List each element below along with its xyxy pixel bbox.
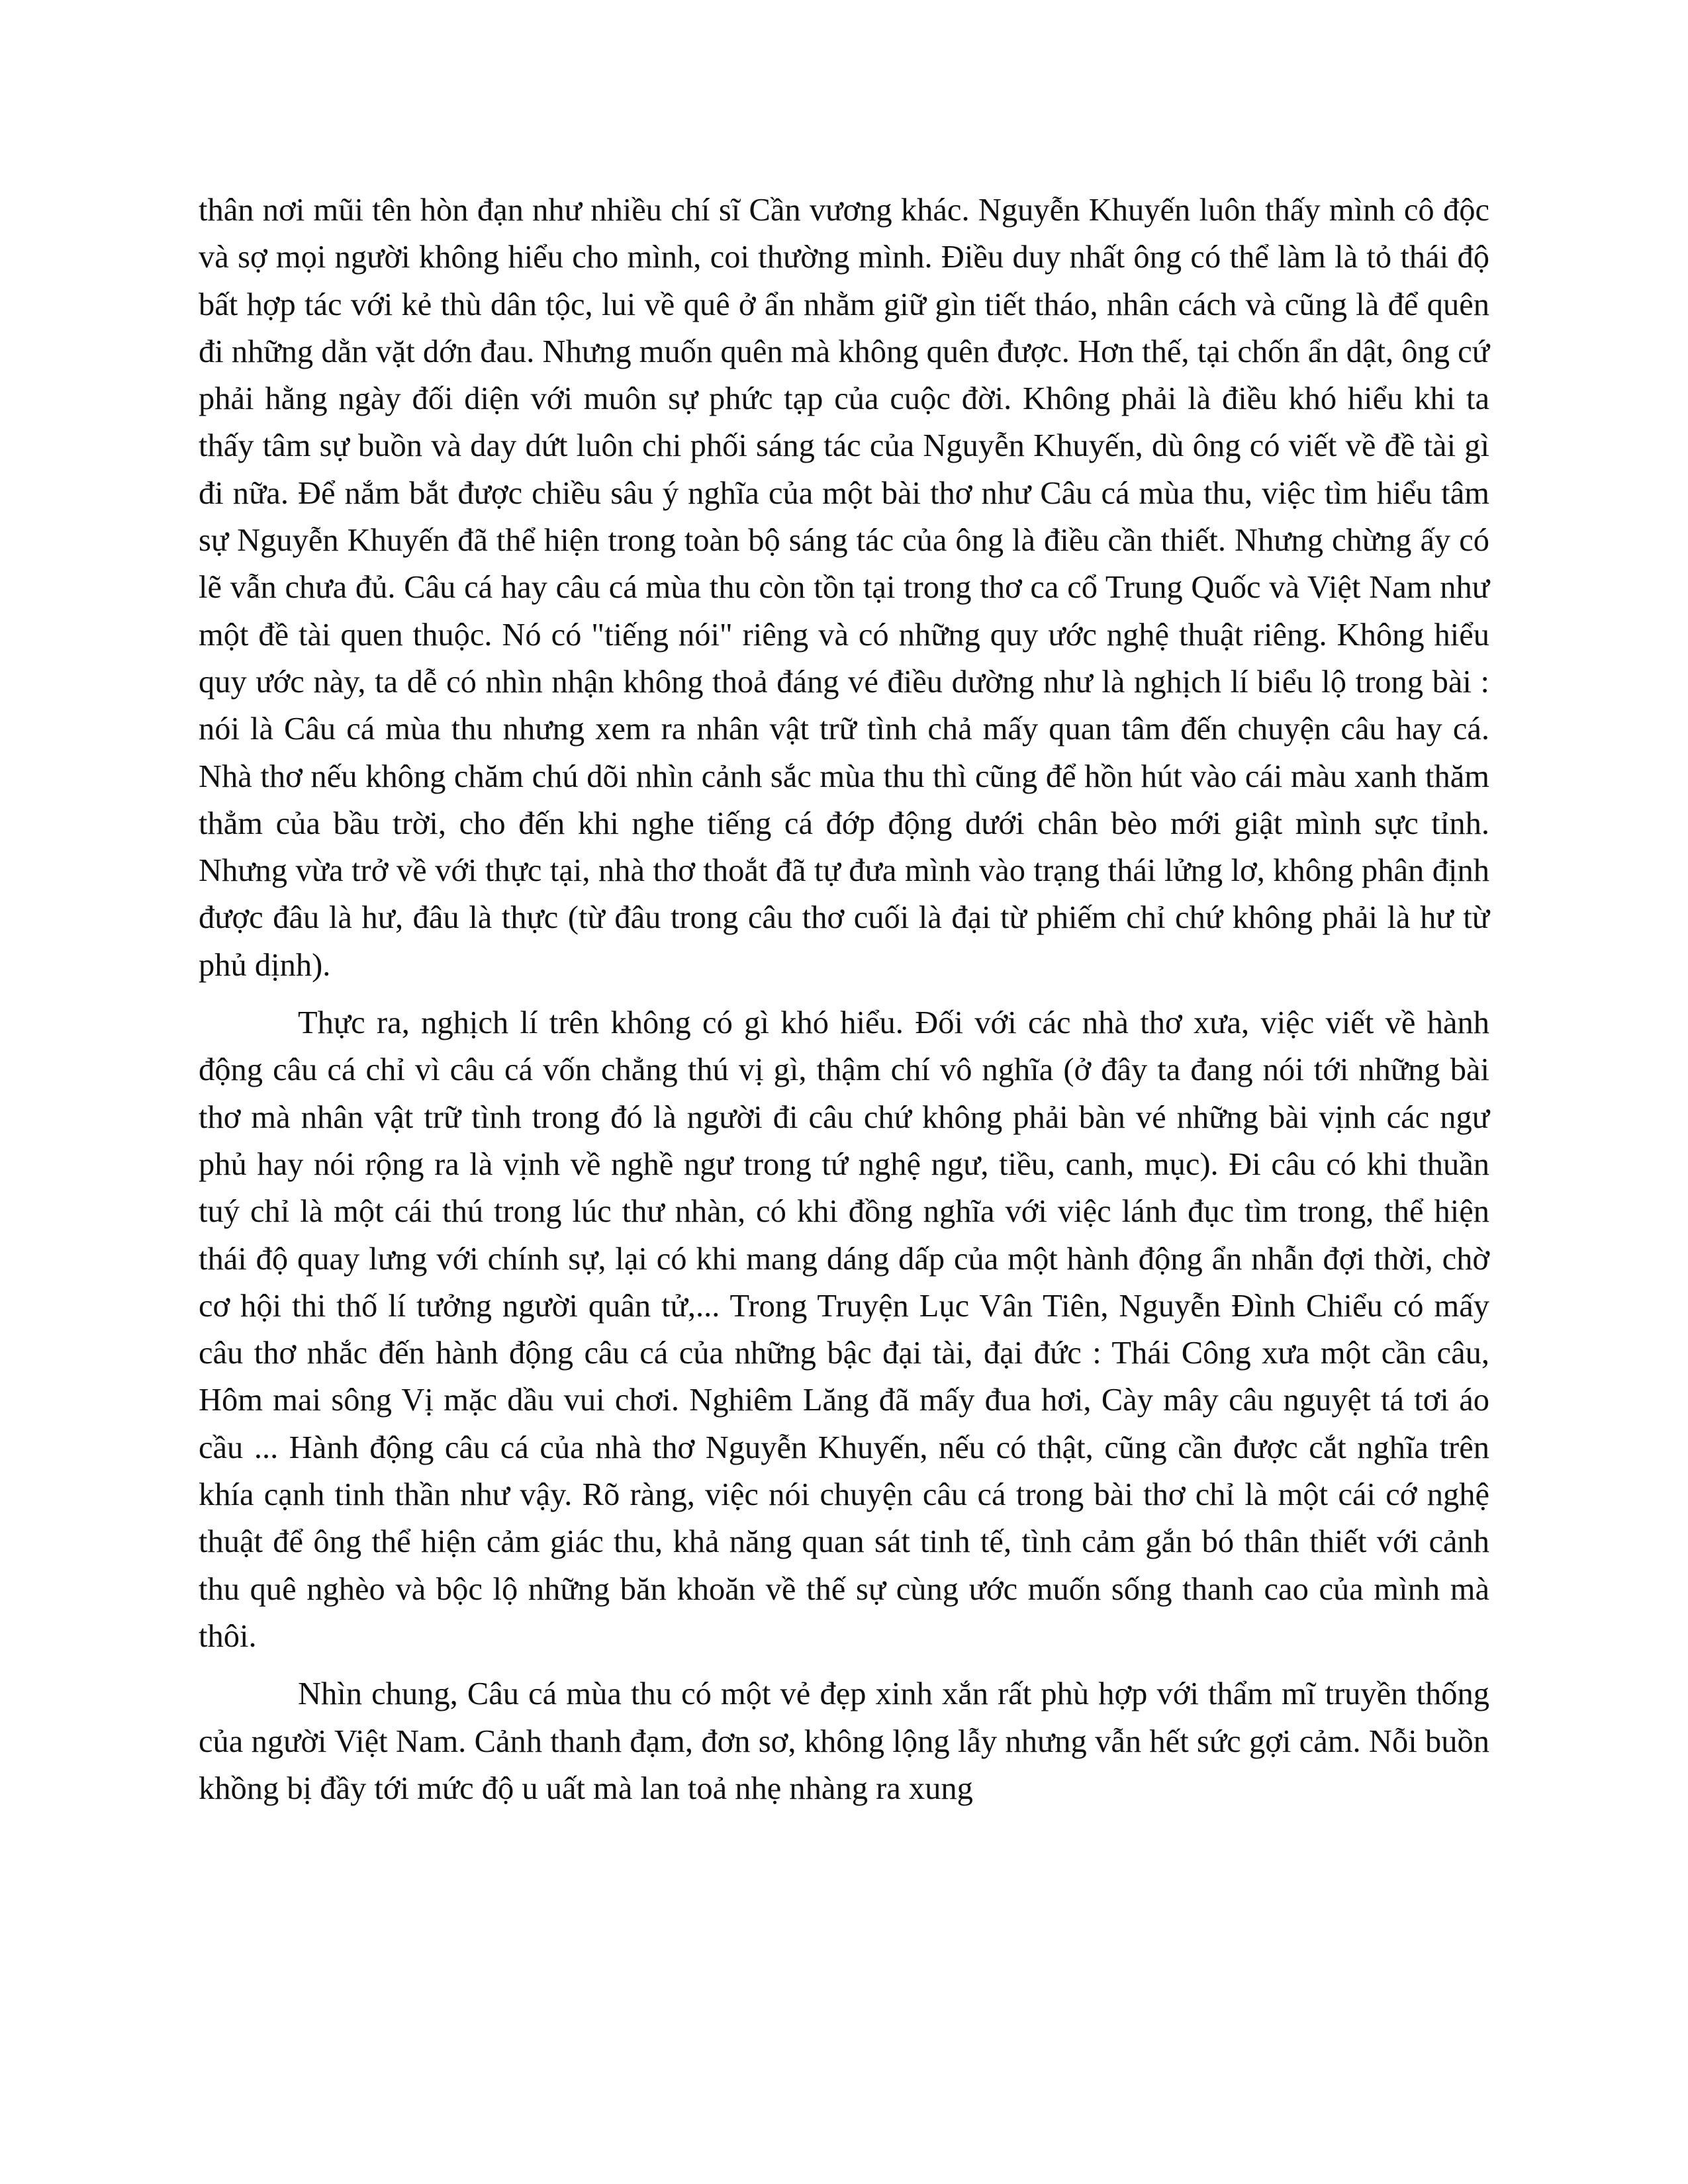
paragraph-3: Nhìn chung, Câu cá mùa thu có một vẻ đẹp xinh xắn rất phù hợp với thẩm mĩ truyền thống của người Việt Nam. Cảnh thanh đạm, đơn sơ, không lộng lẫy nhưng vẫn hết sức gợi cảm. Nỗi buồn khồng bị đầy tới mức độ u uất mà lan toả nhẹ nhàng ra xung — [199, 1676, 1489, 1806]
paragraph-2: Thực ra, nghịch lí trên không có gì khó hiểu. Đối với các nhà thơ xưa, việc viết về hành động câu cá chỉ vì câu cá vốn chẳng thú vị gì, thậm chí vô nghĩa (ở đây ta đang nói tới những bài thơ mà nhân vật trữ tình trong đó là người đi câu chứ không phải bàn vé những bài vịnh các ngư phủ hay nói rộng ra là vịnh về nghề ngư trong tứ nghệ ngư, tiều, canh, mục). Đi câu có khi thuần tuý chỉ là một cái thú trong lúc thư nhàn, có khi đồng nghĩa với việc lánh đục tìm trong, thể hiện thái độ quay lưng với chính sự, lại có khi mang dáng dấp của một hành động ẩn nhẫn đợi thời, chờ cơ hội thi thố lí tưởng người quân tử,... Trong Truyện Lục Vân Tiên, Nguyễn Đình Chiểu có mấy câu thơ nhắc đến hành động câu cá của những bậc đại tài, đại đức : Thái Công xưa một cần câu, Hôm mai sông Vị mặc dầu vui chơi. Nghiêm Lăng đã mấy đua hơi, Cày mây câu nguyệt tá tơi áo cầu ... Hành động câu cá của nhà thơ Nguyễn Khuyến, nếu có thật, cũng cần được cắt nghĩa trên khía cạnh tinh thần như vậy. Rõ ràng, việc nói chuyện câu cá trong bài thơ chỉ là một cái cớ nghệ thuật để ông thể hiện cảm giác thu, khả năng quan sát tinh tế, tình cảm gắn bó thân thiết với cảnh thu quê nghèo và bộc lộ những băn khoăn về thế sự cùng ước muốn sống thanh cao của mình mà thôi. — [199, 1005, 1489, 1654]
document-page — [199, 187, 1489, 1812]
paragraph-1: thân nơi mũi tên hòn đạn như nhiều chí sĩ Cần vương khác. Nguyễn Khuyến luôn thấy mình cô độc và sợ mọi người không hiểu cho mình, coi thường mình. Điều duy nhất ông có thể làm là tỏ thái độ bất hợp tác với kẻ thù dân tộc, lui về quê ở ẩn nhằm giữ gìn tiết tháo, nhân cách và cũng là để quên đi những dằn vặt dớn đau. Nhưng muốn quên mà không quên được. Hơn thế, tại chốn ẩn dật, ông cứ phải hằng ngày đối diện với muôn sự phức tạp của cuộc đời. Không phải là điều khó hiểu khi ta thấy tâm sự buồn và day dứt luôn chi phối sáng tác của Nguyễn Khuyến, dù ông có viết về đề tài gì đi nữa. Để nắm bắt được chiều sâu ý nghĩa của một bài thơ như Câu cá mùa thu, việc tìm hiểu tâm sự Nguyễn Khuyến đã thể hiện trong toàn bộ sáng tác của ông là điều cần thiết. Nhưng chừng ấy có lẽ vẫn chưa đủ. Câu cá hay câu cá mùa thu còn tồn tại trong thơ ca cổ Trung Quốc và Việt Nam như một đề tài quen thuộc. Nó có "tiếng nói" riêng và có những quy ước nghệ thuật riêng. Không hiểu quy ước này, ta dễ có nhìn nhận không thoả đáng vé điều dường như là nghịch lí biểu lộ trong bài : nói là Câu cá mùa thu nhưng xem ra nhân vật trữ tình chả mấy quan tâm đến chuyện câu hay cá. Nhà thơ nếu không chăm chú dõi nhìn cảnh sắc mùa thu thì cũng để hồn hút vào cái màu xanh thăm thẳm của bầu trời, cho đến khi nghe tiếng cá đớp động dưới chân bèo mới giật mình sực tỉnh. Nhưng vừa trở về với thực tại, nhà thơ thoắt đã tự đưa mình vào trạng thái lửng lơ, không phân định được đâu là hư, đâu là thực (từ đâu trong câu thơ cuối là đại từ phiếm chỉ chứ không phải là hư từ phủ dịnh). — [199, 193, 1489, 983]
